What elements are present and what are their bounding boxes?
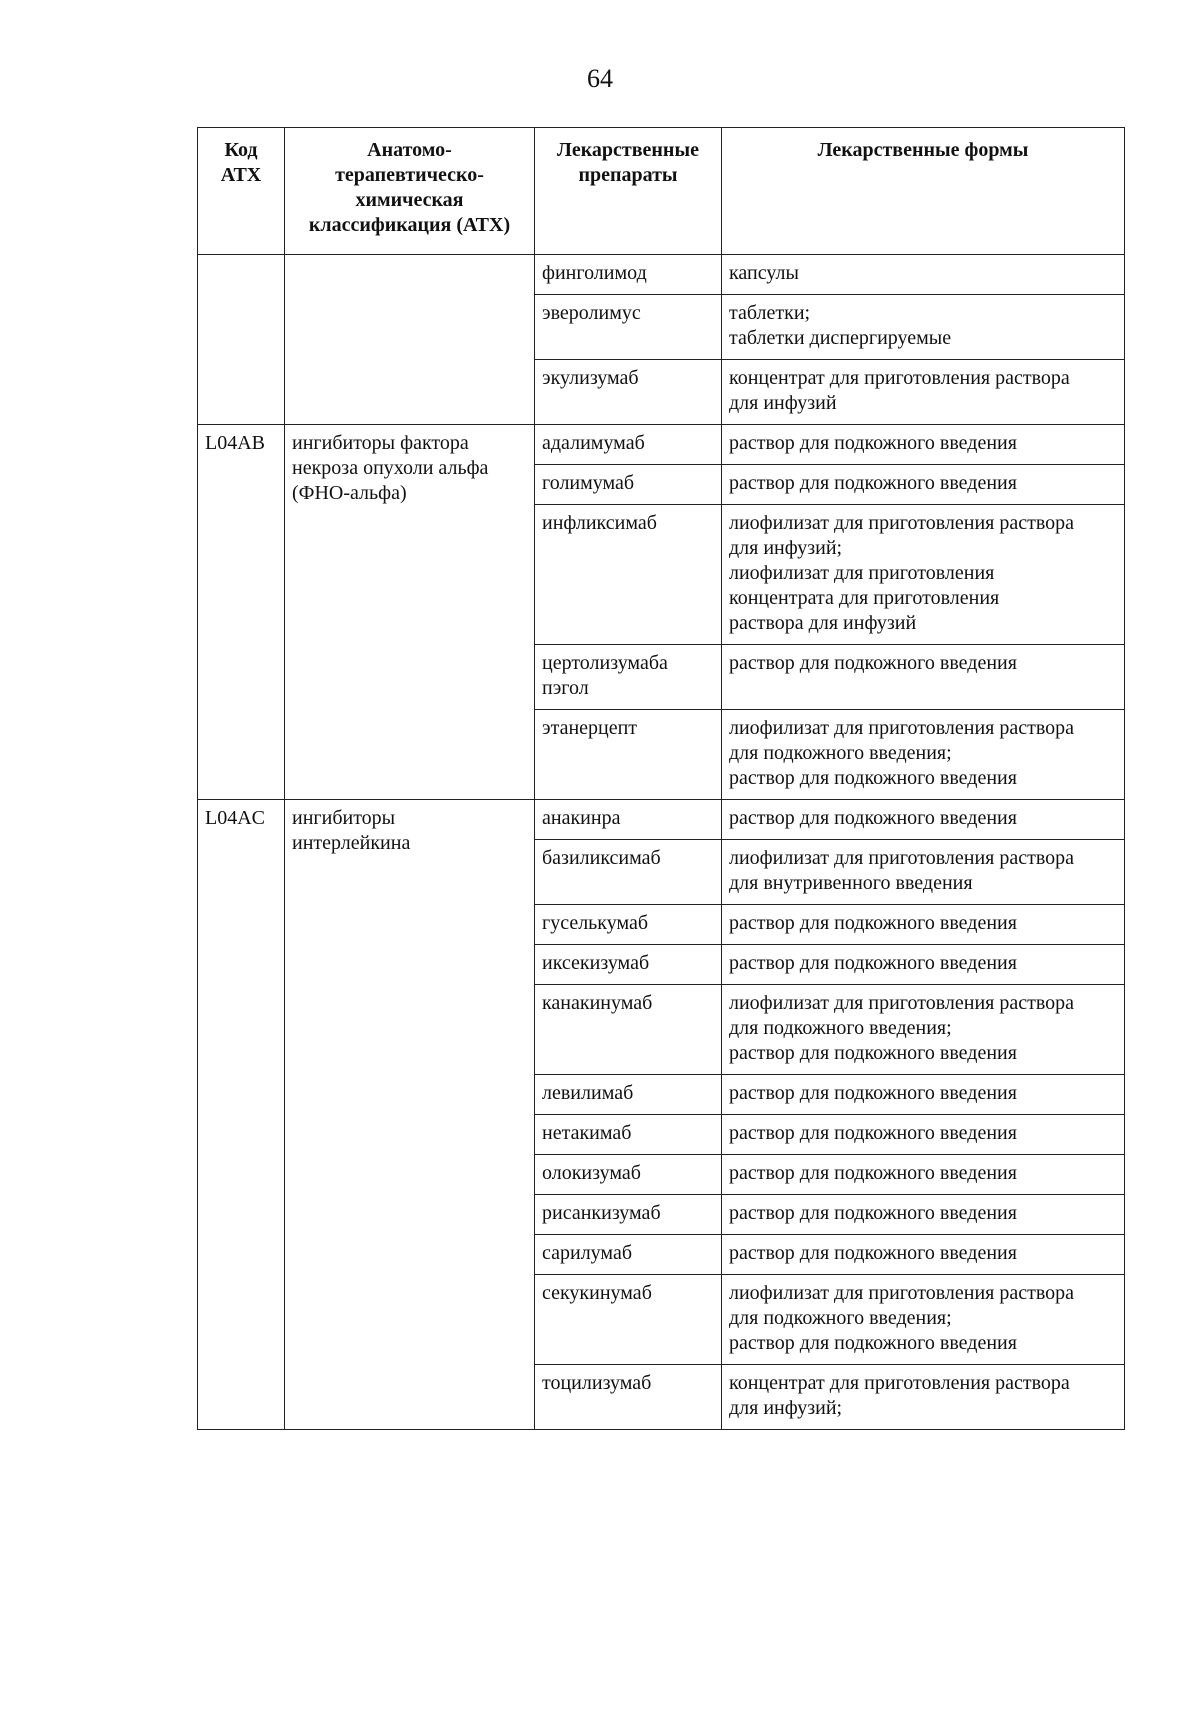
page-number: 64: [587, 64, 613, 93]
dosage-form-cell: раствор для подкожного введения: [722, 1075, 1125, 1115]
drug-cell: тоцилизумаб: [535, 1365, 722, 1430]
dosage-form-cell: лиофилизат для приготовления раствора для подкожного введения; раствор для подкожного введения: [722, 985, 1125, 1075]
dosage-form-cell: лиофилизат для приготовления раствора для подкожного введения; раствор для подкожного введения: [722, 1275, 1125, 1365]
drug-cell: рисанкизумаб: [535, 1195, 722, 1235]
drug-cell: инфликсимаб: [535, 505, 722, 645]
drug-cell: иксекизумаб: [535, 945, 722, 985]
dosage-form-cell: лиофилизат для приготовления раствора для инфузий; лиофилизат для приготовления концентрата для приготовления раствора для инфузий: [722, 505, 1125, 645]
drug-cell: левилимаб: [535, 1075, 722, 1115]
atx-code-cell: L04AB: [198, 425, 285, 800]
header-forms: Лекарственные формы: [722, 128, 1125, 255]
drug-cell: канакинумаб: [535, 985, 722, 1075]
atx-code-cell: [198, 255, 285, 425]
classification-cell: ингибиторы интерлейкина: [285, 800, 535, 1430]
drug-cell: анакинра: [535, 800, 722, 840]
dosage-form-cell: раствор для подкожного введения: [722, 645, 1125, 710]
dosage-form-cell: таблетки; таблетки диспергируемые: [722, 295, 1125, 360]
table-header-row: [198, 128, 1125, 255]
dosage-form-cell: раствор для подкожного введения: [722, 1235, 1125, 1275]
drug-cell: олокизумаб: [535, 1155, 722, 1195]
dosage-form-cell: раствор для подкожного введения: [722, 425, 1125, 465]
dosage-form-cell: концентрат для приготовления раствора для инфузий;: [722, 1365, 1125, 1430]
drug-cell: гуселькумаб: [535, 905, 722, 945]
dosage-form-cell: раствор для подкожного введения: [722, 465, 1125, 505]
table-row: [198, 425, 1125, 465]
dosage-form-cell: лиофилизат для приготовления раствора для подкожного введения; раствор для подкожного введения: [722, 710, 1125, 800]
dosage-form-cell: лиофилизат для приготовления раствора для внутривенного введения: [722, 840, 1125, 905]
table-body: [198, 255, 1125, 1430]
drug-cell: экулизумаб: [535, 360, 722, 425]
dosage-form-cell: раствор для подкожного введения: [722, 1155, 1125, 1195]
drug-cell: базиликсимаб: [535, 840, 722, 905]
dosage-form-cell: раствор для подкожного введения: [722, 800, 1125, 840]
atx-table: [197, 127, 1125, 1430]
dosage-form-cell: капсулы: [722, 255, 1125, 295]
drug-cell: финголимод: [535, 255, 722, 295]
drug-cell: секукинумаб: [535, 1275, 722, 1365]
dosage-form-cell: раствор для подкожного введения: [722, 1115, 1125, 1155]
drug-cell: эверолимус: [535, 295, 722, 360]
header-classification: Анатомо- терапевтическо- химическая классификация (АТХ): [285, 128, 535, 255]
header-drugs: Лекарственные препараты: [535, 128, 722, 255]
dosage-form-cell: раствор для подкожного введения: [722, 905, 1125, 945]
dosage-form-cell: раствор для подкожного введения: [722, 945, 1125, 985]
drug-cell: голимумаб: [535, 465, 722, 505]
drug-cell: цертолизумаба пэгол: [535, 645, 722, 710]
drug-cell: адалимумаб: [535, 425, 722, 465]
classification-cell: [285, 255, 535, 425]
table-row: [198, 800, 1125, 840]
drug-cell: сарилумаб: [535, 1235, 722, 1275]
drug-cell: нетакимаб: [535, 1115, 722, 1155]
classification-cell: ингибиторы фактора некроза опухоли альфа (ФНО-альфа): [285, 425, 535, 800]
drug-cell: этанерцепт: [535, 710, 722, 800]
dosage-form-cell: раствор для подкожного введения: [722, 1195, 1125, 1235]
table-row: [198, 255, 1125, 295]
dosage-form-cell: концентрат для приготовления раствора для инфузий: [722, 360, 1125, 425]
atx-code-cell: L04AC: [198, 800, 285, 1430]
header-code: Код АТХ: [198, 128, 285, 255]
